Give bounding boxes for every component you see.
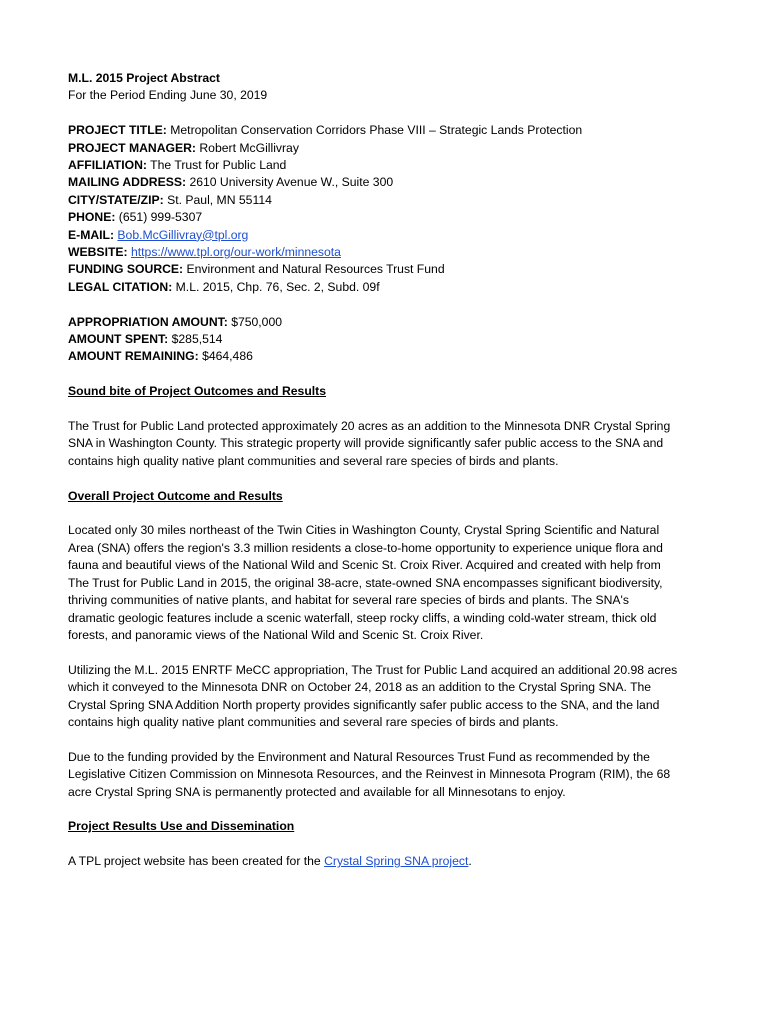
dissemination-heading: Project Results Use and Dissemination xyxy=(68,819,295,834)
email-link[interactable]: Bob.McGillivray@tpl.org xyxy=(117,227,249,242)
field-website xyxy=(68,244,702,261)
dissemination-end: . xyxy=(468,854,472,869)
document-title: M.L. 2015 Project Abstract xyxy=(68,71,220,85)
amount-spent xyxy=(68,331,702,348)
soundbite-heading: Sound bite of Project Outcomes and Results xyxy=(68,384,327,399)
field-phone xyxy=(68,209,702,226)
text-line: Crystal Spring SNA Addition North property provides significantly safer public access to the SNA, and the land xyxy=(68,697,660,712)
field-value: Robert McGillivray xyxy=(199,140,299,155)
text-line: The Trust for Public Land protected approximately 20 acres as an addition to the Minnesota DNR Crystal Spring xyxy=(68,419,671,434)
field-label: AFFILIATION: xyxy=(68,158,147,173)
text-line: thriving communities of native plants, and habitat for several rare species of birds and plants. The SNA's xyxy=(68,593,629,608)
text-line: which it conveyed to the Minnesota DNR on October 24, 2018 as an addition to the Crystal Spring SNA. The xyxy=(68,680,652,695)
field-label: FUNDING SOURCE: xyxy=(68,262,184,277)
field-value: Metropolitan Conservation Corridors Phase VIII – Strategic Lands Protection xyxy=(170,123,583,138)
amount-value: $464,486 xyxy=(202,349,253,364)
text-line: Utilizing the M.L. 2015 ENRTF MeCC appropriation, The Trust for Public Land acquired an additional 20.98 acres xyxy=(68,662,678,677)
field-value: M.L. 2015, Chp. 76, Sec. 2, Subd. 09f xyxy=(175,279,380,294)
appropriation-amount xyxy=(68,314,702,331)
field-project-manager xyxy=(68,140,702,157)
overall-paragraph-2 xyxy=(68,662,702,732)
field-affiliation xyxy=(68,157,702,174)
text-line: The Trust for Public Land in 2015, the original 38-acre, state-owned SNA encompasses significant biodiversity, xyxy=(68,575,663,590)
amount-label: AMOUNT SPENT: xyxy=(68,332,169,347)
field-funding-source xyxy=(68,261,702,278)
text-line: Legislative Citizen Commission on Minnesota Resources, and the Reinvest in Minnesota Program (RIM), the 68 xyxy=(68,767,671,782)
field-city-state-zip xyxy=(68,192,702,209)
dissemination-paragraph xyxy=(68,853,702,870)
amount-value: $750,000 xyxy=(231,314,283,329)
overall-paragraph-1 xyxy=(68,522,702,644)
text-line: contains high quality native plant communities and several rare species of birds and plants. xyxy=(68,714,559,729)
field-value: Environment and Natural Resources Trust Fund xyxy=(186,262,445,277)
field-label: PROJECT MANAGER: xyxy=(68,140,196,155)
field-label: CITY/STATE/ZIP: xyxy=(68,192,164,207)
field-legal-citation xyxy=(68,279,702,296)
soundbite-paragraph xyxy=(68,418,702,470)
project-website-link[interactable]: Crystal Spring SNA project xyxy=(324,854,469,869)
text-line: acre Crystal Spring SNA is permanently protected and available for all Minnesotans to enjoy. xyxy=(68,784,566,799)
text-line: contains high quality native plant communities and several rare species of birds and plants. xyxy=(68,453,559,468)
text-line: fauna and beautiful views of the National Wild and Scenic St. Croix River. Acquired and created with help from xyxy=(68,558,661,573)
text-line: forests, and panoramic views of the National Wild and Scenic St. Croix River. xyxy=(68,627,484,642)
field-label: PHONE: xyxy=(68,210,116,225)
overall-paragraph-3 xyxy=(68,749,702,801)
field-label: LEGAL CITATION: xyxy=(68,279,173,294)
field-value: St. Paul, MN 55114 xyxy=(167,192,272,207)
amount-value: $285,514 xyxy=(171,332,223,347)
overall-outcome-heading: Overall Project Outcome and Results xyxy=(68,488,283,503)
abstract-content xyxy=(68,70,702,871)
field-value: The Trust for Public Land xyxy=(150,158,287,173)
text-line: Area (SNA) offers the region's 3.3 million residents a close-to-home opportunity to experience unique flora and xyxy=(68,540,663,555)
amount-label: APPROPRIATION AMOUNT: xyxy=(68,314,228,329)
field-value: (651) 999-5307 xyxy=(118,210,203,225)
field-label: PROJECT TITLE: xyxy=(68,123,167,138)
field-mailing-address xyxy=(68,174,702,191)
reporting-period: For the Period Ending June 30, 2019 xyxy=(68,88,268,103)
field-label: MAILING ADDRESS: xyxy=(68,175,187,190)
text-line: Due to the funding provided by the Environment and Natural Resources Trust Fund as recommended by the xyxy=(68,749,650,764)
field-label: WEBSITE: xyxy=(68,245,128,260)
field-email xyxy=(68,227,702,244)
amount-remaining xyxy=(68,348,702,365)
text-line: SNA in Washington County. This strategic property will provide significantly safer public access to the SNA and xyxy=(68,436,664,451)
text-line: dramatic geologic features include a scenic waterfall, steep rocky cliffs, a winding cold-water stream, thick old xyxy=(68,610,657,625)
amount-label: AMOUNT REMAINING: xyxy=(68,349,199,364)
field-label: E-MAIL: xyxy=(68,227,115,242)
field-value: 2610 University Avenue W., Suite 300 xyxy=(189,175,394,190)
website-link[interactable]: https://www.tpl.org/our-work/minnesota xyxy=(130,245,341,260)
dissemination-text: A TPL project website has been created for the xyxy=(68,854,325,869)
field-project-title xyxy=(68,122,702,139)
text-line: Located only 30 miles northeast of the Twin Cities in Washington County, Crystal Spring Scientific and Natural xyxy=(68,523,660,538)
